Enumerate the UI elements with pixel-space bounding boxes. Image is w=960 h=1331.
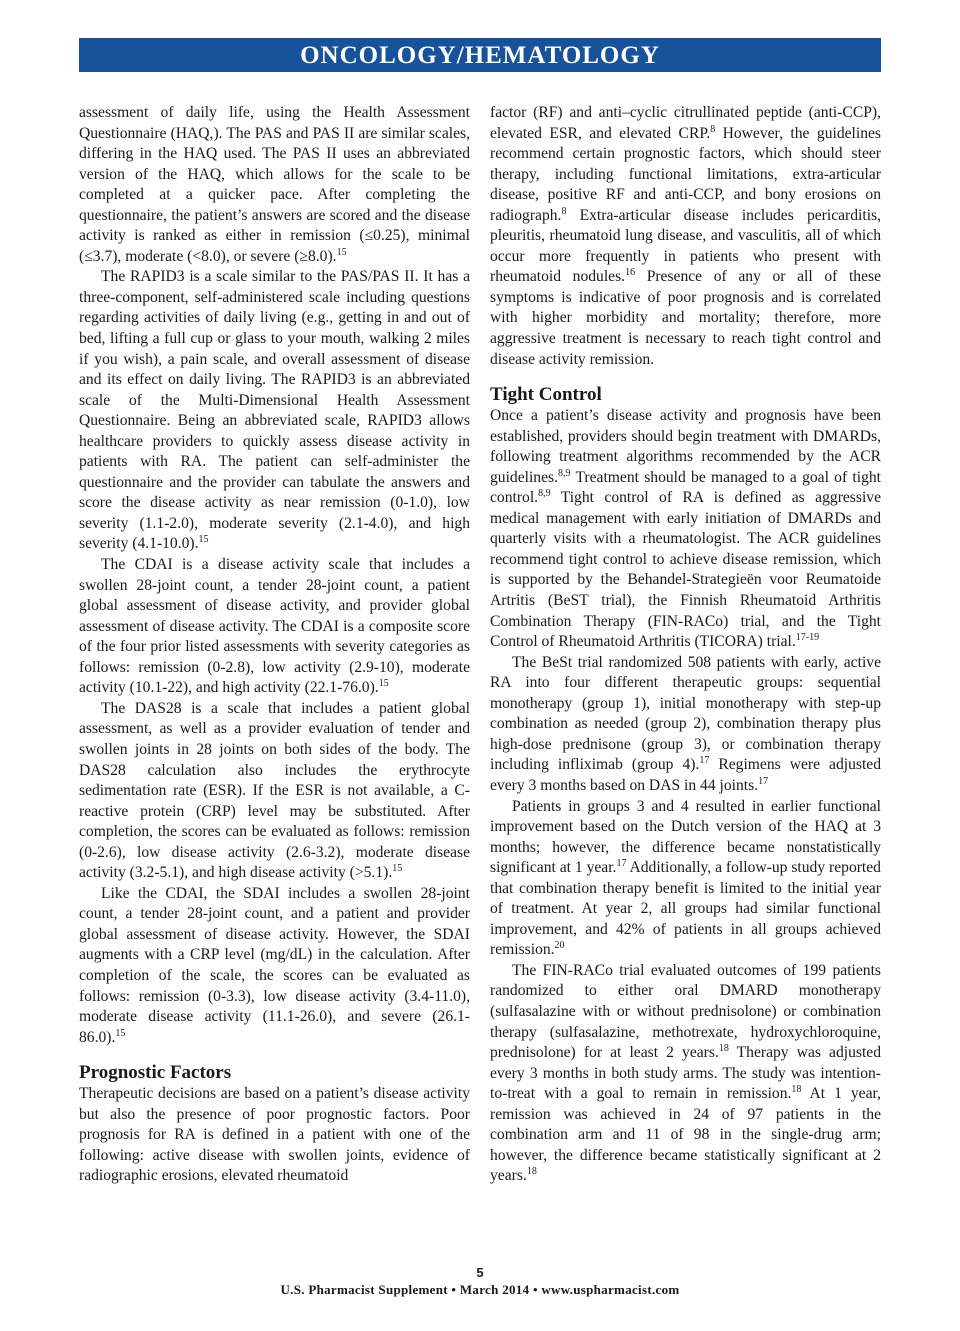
citation: 20 xyxy=(554,940,565,952)
citation: 8,9 xyxy=(558,467,571,479)
citation: 16 xyxy=(625,267,636,279)
paragraph: The DAS28 is a scale that includes a patient global assessment, as well as a provider evaluation of tender and swollen joints in 28 joints on both sides of the body. The DAS28 calculation also includes the erythrocyte sedimentation rate (ESR). If the ESR is not available, a C-reactive protein (CRP) level may be substituted. After completion, the scores can be evaluated as follows: remission (0-2.6), low disease activity (2.6-3.2), moderate disease activity (3.2-5.1), and high disease activity (>5.1).$^{15}$ xyxy=(79,699,470,882)
paragraph: Therapeutic decisions are based on a patient’s disease activity but also the presence of poor prognostic factors. Poor prognosis for RA is defined in a patient with one of the following: active disease with swollen joints, evidence of radiographic erosions, elevated rheumatoid xyxy=(79,1085,470,1185)
citation: 15 xyxy=(392,863,403,875)
paragraph: Once a patient’s disease activity and prognosis have been established, providers should begin treatment with DMARDs, following treatment algorithms recommended by the ACR guidelines.$^{8,9}$ Treatment should be managed to a goal of tight control.$^{8,9}$ Tight control of RA is defined as aggressive medical management with early initiation of DMARDs and quarterly visits with a rheumatologist. The ACR guidelines recommend tight control to achieve disease remission, which is supported by the Behandel-Strategieën voor Reumatoide Artritis (BeST trial), the Finnish Rheumatoid Arthritis Combination Therapy (FIN-RACo) trial, and the Tight Control of Rheumatoid Arthritis (TICORA) trial.$^{17-19}$ xyxy=(490,407,881,651)
citation: 15 xyxy=(115,1027,126,1039)
paragraph: Patients in groups 3 and 4 resulted in earlier functional improvement based on the Dutch version of the HAQ at 3 months; however, the difference became nonstatistically significant at 1 year.$^{17}$ Additionally, a follow-up study reported that combination therapy benefit is limited to the initial year of treatment. At year 2, all groups had similar functional improvement, and 42% of patients in all groups achieved remission.$^{20}$ xyxy=(490,797,881,959)
paragraph: assessment of daily life, using the Health Assessment Questionnaire (HAQ,). The PAS and PAS II are similar scales, differing in the HAQ used. The PAS II uses an abbreviated version of the HAQ, which allows for the scale to be completed at a quicker pace. After completing the questionnaire, the patient’s answers are scored and the disease activity is ranked as either in remission (≤0.25), minimal (≤3.7), moderate (<8.0), or severe (≥8.0).$^{15}$ xyxy=(79,104,470,265)
publication-footer: U.S. Pharmacist Supplement • March 2014 • www.uspharmacist.com xyxy=(280,1282,680,1297)
page-number: 5 xyxy=(476,1265,484,1280)
citation: 17 xyxy=(758,775,769,787)
paragraph: Like the CDAI, the SDAI includes a swollen 28-joint count, a tender 28-joint count, and a patient and provider global assessment of disease activity. However, the SDAI augments with a CRP level (mg/dL) in the calculation. After completion of the scale, the scores can be evaluated as follows: remission (0-3.3), low disease activity (3.4-11.0), moderate disease activity (11.1-26.0), and severe (26.1-86.0).$^{15}$ xyxy=(79,884,470,1046)
paragraph: The BeSt trial randomized 508 patients with early, active RA into four different therapeutic groups: sequential monotherapy (group 1), initial monotherapy with step-up combination as needed (group 2), combination therapy plus high-dose prednisone (group 3), or combination therapy including infliximab (group 4).$^{17}$ Regimens were adjusted every 3 months based on DAS in 44 joints.$^{17}$ xyxy=(490,653,881,794)
citation: 17 xyxy=(699,755,710,767)
citation: 8 xyxy=(710,123,716,135)
right-column xyxy=(490,103,881,1187)
citation: 8 xyxy=(561,205,567,217)
citation: 15 xyxy=(378,678,389,690)
paragraph: The CDAI is a disease activity scale that includes a swollen 28-joint count, a tender 28-joint count, a patient global assessment of disease activity, and provider global assessment of disease activity. The CDAI is a composite score of the four prior listed assessments with severity categories as follows: remission (0-2.8), low activity (2.9-10), moderate activity (10.1-22), and high activity (22.1-76.0).$^{15}$ xyxy=(79,556,470,697)
section-banner xyxy=(79,38,881,72)
paragraph: The RAPID3 is a scale similar to the PAS/PAS II. It has a three-component, self-administered scale including questions regarding activities of daily living (e.g., getting in and out of bed, lifting a full cup or glass to your mouth, walking 2 miles if you wish), a pain scale, and overall assessment of disease and its effect on daily living. The RAPID3 is an abbreviated scale of the Multi-Dimensional Health Assessment Questionnaire. Being an abbreviated scale, RAPID3 allows healthcare providers to quickly assess disease activity in patients with RA. The patient can self-administer the questionnaire and the provider can tabulate the answers and score the disease activity as near remission (0-1.0), low severity (1.1-2.0), moderate severity (2.1-4.0), and high severity (4.1-10.0).$^{15}$ xyxy=(79,268,470,553)
left-column xyxy=(79,103,470,1187)
section-title: ONCOLOGY/HEMATOLOGY xyxy=(300,42,660,69)
citation: 15 xyxy=(198,534,209,546)
citation: 15 xyxy=(336,246,347,258)
citation: 18 xyxy=(718,1042,729,1054)
paragraph: The FIN-RACo trial evaluated outcomes of 199 patients randomized to either oral DMARD monotherapy (sulfasalazine with or without prednisolone) or combination therapy (sulfasalazine, methotrexate, hydroxychloroquine, prednisolone) for at least 2 years.$^{18}$ Therapy was adjusted every 3 months in both study arms. The study was intention-to-treat with a goal to remain in remission.$^{18}$ At 1 year, remission was achieved in 24 of 97 patients in the combination arm and 11 of 98 in the single-drug arm; however, the difference became statistically significant at 2 years.$^{18}$ xyxy=(490,961,881,1185)
citation: 17 xyxy=(616,857,627,869)
paragraph: factor (RF) and anti–cyclic citrullinated peptide (anti-CCP), elevated ESR, and elevated CRP.$^8$ However, the guidelines recommend certain prognostic factors, which should steer therapy, including functional limitations, extra-articular disease, positive RF and anti-CCP, and bony erosions on radiograph.$^8$ Extra-articular disease includes pericarditis, pleuritis, rheumatoid lung disease, and vasculitis, all of which occur more frequently in patients who present with rheumatoid nodules.$^{16}$ Presence of any or all of these symptoms is indicative of poor prognosis and is correlated with higher morbidity and mortality; therefore, more aggressive treatment is necessary to reach tight control and disease activity remission. xyxy=(490,104,881,368)
citation: 8,9 xyxy=(538,488,551,500)
section-heading: Tight Control xyxy=(490,384,602,406)
citation: 18 xyxy=(526,1166,537,1178)
section-heading: Prognostic Factors xyxy=(79,1062,232,1084)
citation: 17-19 xyxy=(795,631,820,643)
citation: 18 xyxy=(791,1083,802,1095)
